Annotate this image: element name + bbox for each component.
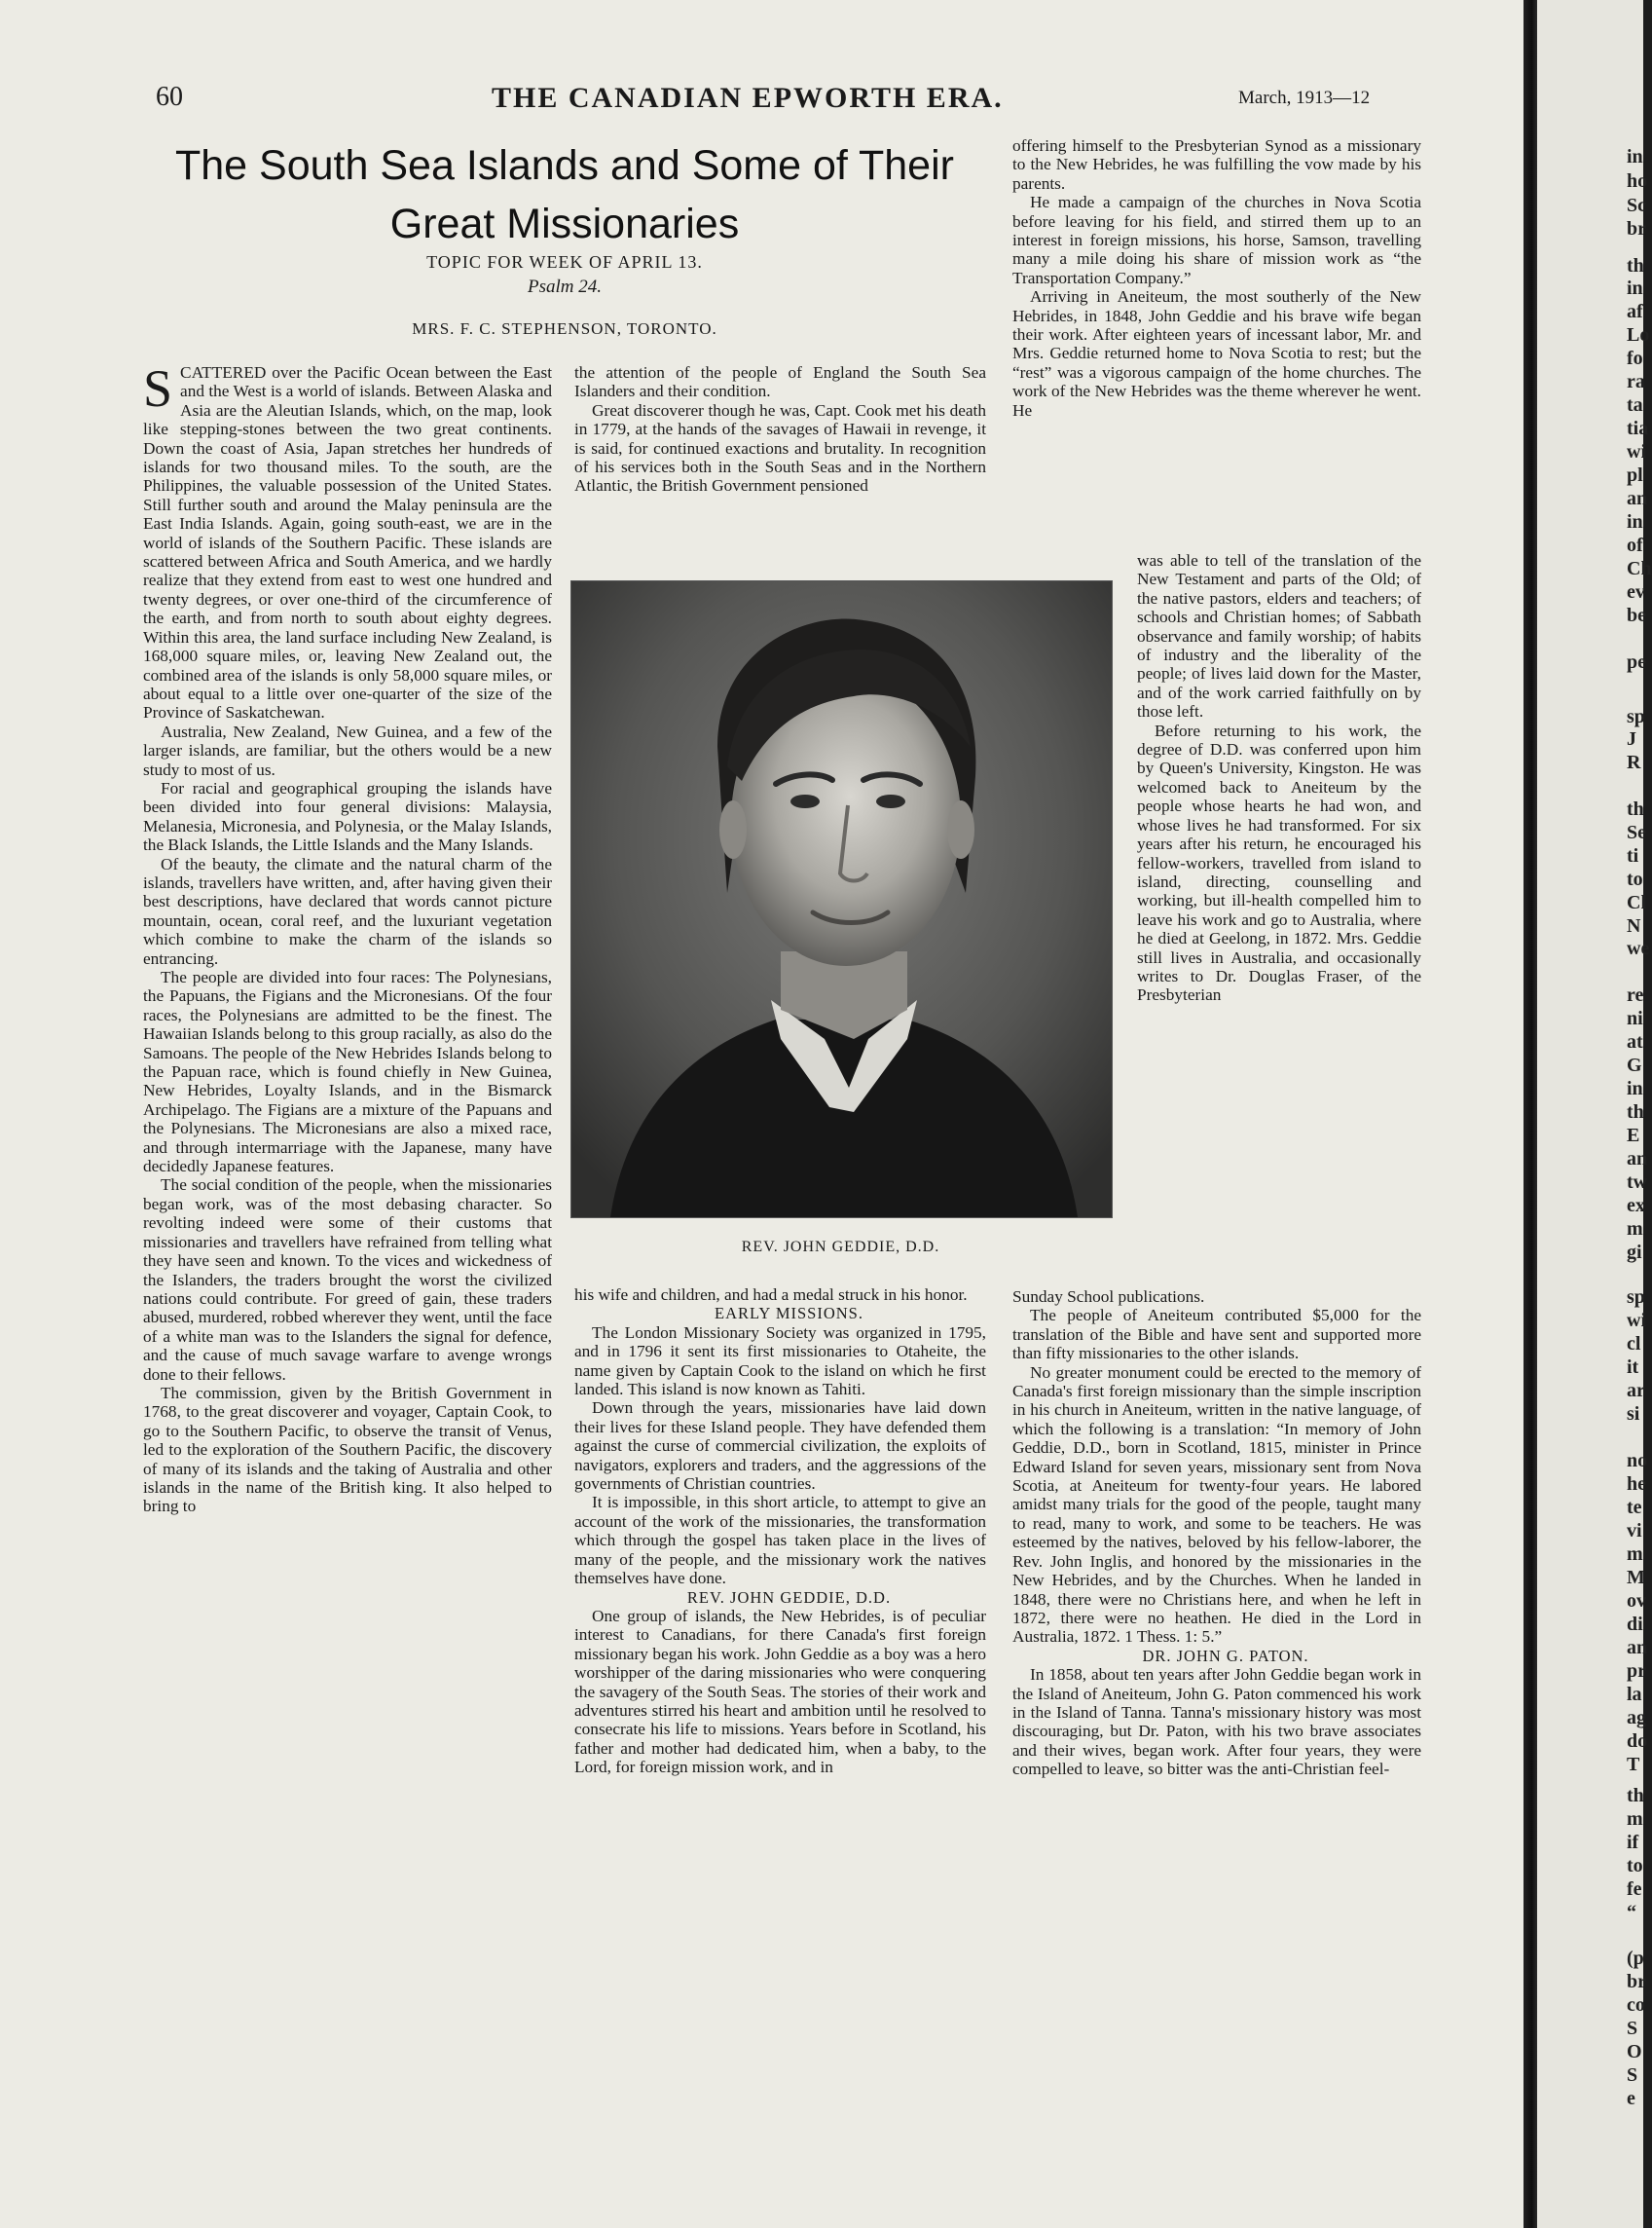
facing-page-fragment: gi: [1627, 1242, 1642, 1263]
facing-page-fragment: br: [1627, 218, 1646, 240]
article-title: [136, 136, 993, 253]
paragraph: Down through the years, missionaries have laid down their lives for these Island people. They have defended them against the curse of commercial civilization, the exploits of navigators, explorers and traders, and the aggressions of the governments of Christian countries.: [574, 1398, 986, 1494]
paragraph: offering himself to the Presbyterian Synod as a missionary to the New Hebrides, he was fulfilling the vow made by his parents.: [1012, 136, 1421, 193]
facing-page-fragment: wi: [1627, 1310, 1646, 1331]
paragraph: the attention of the people of England the South Sea Islanders and their condition.: [574, 363, 986, 401]
facing-page-fragment: in: [1627, 1078, 1643, 1099]
facing-page-fragment: he: [1627, 1473, 1646, 1495]
book-gutter: [1524, 0, 1537, 2228]
facing-page-fragment: wi: [1627, 441, 1646, 463]
column-2-bottom: [574, 1285, 986, 1777]
paragraph: The people are divided into four races: The Polynesians, the Papuans, the Figians and the Micronesians. Of the four races, the Polynesians are admitted to be the finest. The Hawaiian Islands belong to this group racially, as also do the Samoans. The people of the New Hebrides Islands belong to the Papuan race, which is found chiefly in New Guinea, New Hebrides, Loyalty Islands, and in the Bismarck Archipelago. The Figians are a mixture of the Papuans and the Polynesians. The Micronesians are also a mixed race, and through intermarriage with the Japanese, many have decidedly Japanese features.: [143, 968, 552, 1176]
drop-cap: S: [143, 359, 173, 418]
facing-page-fragment: br: [1627, 1971, 1646, 1992]
facing-page-fragment: la: [1627, 1684, 1642, 1705]
facing-page-fragment: ag: [1627, 1707, 1646, 1728]
facing-page-fragment: fe: [1627, 1878, 1642, 1900]
facing-page-fragment: si: [1627, 1403, 1640, 1425]
facing-page-fragment: O: [1627, 2041, 1642, 2062]
facing-page-fragment: Se: [1627, 822, 1646, 843]
topic-line: TOPIC FOR WEEK OF APRIL 13.: [426, 252, 703, 272]
facing-page-fragment: th: [1627, 1785, 1644, 1806]
facing-page-fragment: m: [1627, 1808, 1643, 1830]
facing-page-fragment: if: [1627, 1832, 1639, 1853]
portrait-caption: REV. JOHN GEDDIE, D.D.: [741, 1239, 940, 1255]
paragraph: [143, 359, 552, 723]
facing-page-fragment: to: [1627, 1855, 1643, 1876]
facing-page-fragment: pl: [1627, 464, 1643, 486]
facing-page-fragment: to: [1627, 869, 1643, 890]
facing-page-fragment: of: [1627, 535, 1643, 556]
paragraph: It is impossible, in this short article, to attempt to give an account of the work of the missionaries, the transformation which through the gospel has taken place in the lives of many of the people, and the missionary work the natives themselves have done.: [574, 1493, 986, 1588]
paragraph: was able to tell of the translation of the New Testament and parts of the Old; of the native pastors, elders and teachers; of schools and Christian homes; of Sabbath observance and family worship; of habits of industry and the liberality of the people; of lives laid down for the Master, and of the work carried faithfully on by those left.: [1137, 551, 1421, 722]
paragraph-text: CATTERED over the Pacific Ocean between the East and the West is a world of islands. Between Alaska and Asia are the Aleutian Islands, which, on the map, look like stepping-stones between the two great continents. Down the coast of Asia, Japan stretches her hundreds of islands for two thousand miles. To the south, are the Philippines, the valuable possession of the United States. Still further south and around the Malay peninsula are the East India Islands. Again, going south-east, we are in the world of islands of the Southern Pacific. These islands are scattered between Africa and South America, and we hardly realize that they extend from east to west one hundred and twenty degrees, or over one-third of the circumference of the earth, and from north to south about eighty degrees. Within this area, the land surface including New Zealand, is 168,000 square miles, or, leaving New Zealand out, the combined area of the islands is only 58,000 square miles, or about equal to a little over one-quarter of the size of the Province of Saskatchewan.: [143, 363, 552, 723]
facing-page-fragment: N: [1627, 915, 1641, 937]
paragraph: One group of islands, the New Hebrides, is of peculiar interest to Canadians, for there Canada's first foreign missionary began his work. John Geddie as a boy was a hero worshipper of the daring missionaries who were conquering the savagery of the South Seas. The stories of their work and adventures stirred his heart and ambition until he resolved to consecrate his life to missions. Years before in Scotland, his father and mother had dedicated him, when a baby, to the Lord, for foreign mission work, and in: [574, 1606, 986, 1777]
facing-page-fragment: E: [1627, 1125, 1640, 1146]
paragraph: No greater monument could be erected to the memory of Canada's first foreign missionary than the simple inscription in his church in Aneiteum, written in the native language, of which the following is a translation: “In memory of John Geddie, D.D., born in Scotland, 1815, minister in Prince Edward Island for seven years, missionary sent from Nova Scotia, at Aneiteum for twenty-four years. He labored amidst many trials for the good of the people, taught many to read, many to work, and some to be teachers. He was esteemed by the natives, beloved by his fellow-laborer, the Rev. John Inglis, and honored by the missionaries in the New Hebrides, and by the Churches. When he landed in 1848, there were no Christians here, and when he left in 1872, there were no heathen. He died in the Lord in Australia, 1872. 1 Thess. 1: 5.”: [1012, 1362, 1421, 1647]
facing-page-fragment: an: [1627, 1148, 1648, 1170]
facing-page-fragment: in: [1627, 278, 1643, 299]
paragraph: The London Missionary Society was organized in 1795, and in 1796 it sent its first missionaries to Otaheite, the name given by Captain Cook to the island on which he first landed. This island is now known as Tahiti.: [574, 1322, 986, 1399]
facing-page-fragment: ni: [1627, 1008, 1643, 1029]
facing-page-fragment: it: [1627, 1356, 1639, 1378]
facing-page-fragment: Lo: [1627, 324, 1650, 346]
paragraph: Australia, New Zealand, New Guinea, and a few of the larger islands, are familiar, but the others would be a new study to most of us.: [143, 722, 552, 779]
facing-page-fragment: di: [1627, 1614, 1643, 1635]
facing-page-fragment: R: [1627, 752, 1641, 773]
facing-page-fragment: re: [1627, 984, 1644, 1006]
facing-page-fragment: be: [1627, 605, 1646, 626]
column-1: [143, 359, 552, 1516]
facing-page-fragment: T: [1627, 1754, 1640, 1775]
facing-page-fragment: sp: [1627, 706, 1645, 727]
facing-page-fragment: co: [1627, 1994, 1645, 2016]
facing-page-fragment: ar: [1627, 1380, 1645, 1401]
facing-page-fragment: tia: [1627, 418, 1649, 439]
facing-page-fragment: in: [1627, 146, 1643, 167]
author-byline: MRS. F. C. STEPHENSON, TORONTO.: [412, 319, 717, 338]
paragraph: For racial and geographical grouping the islands have been divided into four general divisions: Malaysia, Melanesia, Micronesia, and Polynesia, or the Malay Islands, the Black Islands, the Little Islands and the Many Islands.: [143, 778, 552, 855]
section-heading-geddie: REV. JOHN GEDDIE, D.D.: [686, 1587, 892, 1607]
paragraph: The people of Aneiteum contributed $5,000 for the translation of the Bible and have sent and supported more than fifty missionaries to the other islands.: [1012, 1306, 1421, 1363]
scripture-reference: Psalm 24.: [528, 277, 602, 297]
paragraph: The commission, given by the British Government in 1768, to the great discoverer and voyager, Captain Cook, to go to the Southern Pacific, to observe the transit of Venus, led to the exploration of the Southern Pacific, the discovery of many of its islands and the taking of Australia and other islands in the name of the British king. It also helped to bring to: [143, 1383, 552, 1516]
facing-page-fragment: te: [1627, 1497, 1642, 1518]
facing-page-fragment: M: [1627, 1567, 1645, 1588]
section-heading-early-missions: EARLY MISSIONS.: [714, 1304, 863, 1323]
column-3-bottom: [1012, 1287, 1421, 1779]
facing-page-fragment: m: [1627, 1543, 1643, 1565]
facing-page-fragment: ra: [1627, 371, 1645, 392]
facing-page-fragment: sp: [1627, 1286, 1645, 1308]
facing-page-fragment: ev: [1627, 581, 1645, 603]
facing-page-fragment: an: [1627, 488, 1648, 509]
facing-page-fragment: th: [1627, 798, 1644, 820]
paragraph: In 1858, about ten years after John Geddie began work in the Island of Aneiteum, John G. Paton commenced his work in the Island of Tanna. Tanna's missionary history was most discouraging, but Dr. Paton, with his two brave associates and their wives, began work. After four years, they were compelled to leave, so bitter was the anti-Christian feel-: [1012, 1665, 1421, 1779]
section-heading-paton: DR. JOHN G. PATON.: [1142, 1646, 1309, 1665]
facing-page-fragment: at: [1627, 1031, 1643, 1053]
facing-page-fragment: th: [1627, 255, 1644, 277]
facing-page-fragment: J: [1627, 728, 1636, 750]
journal-title: THE CANADIAN EPWORTH ERA.: [492, 82, 1004, 114]
paragraph: Of the beauty, the climate and the natural charm of the islands, travellers have written, and, after having given their best descriptions, have declared that words cannot picture mountain, ocean, coral reef, and the luxuriant vegetation which combine to make the charm of the islands so entrancing.: [143, 854, 552, 968]
paragraph: Sunday School publications.: [1012, 1287, 1205, 1306]
facing-page-fragment: af: [1627, 301, 1643, 322]
facing-page-fragment: (p: [1627, 1948, 1644, 1969]
facing-page-fragment: in: [1627, 511, 1643, 533]
facing-page-fragment: Sc: [1627, 195, 1646, 216]
facing-page-fragment: S: [1627, 2064, 1638, 2086]
facing-page-fragment: pr: [1627, 1660, 1646, 1682]
paragraph: Before returning to his work, the degree of D.D. was conferred upon him by Queen's University, Kingston. He was welcomed back to Aneiteum by the people whose hearts he had won, and whose lives he had transformed. For six years after his return, he encouraged his fellow-workers, travelled from island to island, directing, counselling and working, but ill-health compelled him to leave his work and go to Australia, where he died at Geelong, in 1872. Mrs. Geddie still lives in Australia, and occasionally writes to Dr. Douglas Fraser, of the Presbyterian: [1137, 721, 1421, 1005]
column-2-top: [574, 363, 986, 496]
facing-page-fragment: fo: [1627, 348, 1643, 369]
facing-page-fragment: vi: [1627, 1520, 1642, 1541]
column-3-beside-portrait: [1137, 551, 1421, 1005]
facing-page-fragment: “: [1627, 1902, 1636, 1923]
page-number: 60: [156, 82, 183, 112]
paragraph: his wife and children, and had a medal struck in his honor.: [574, 1285, 968, 1304]
facing-page-fragment: Ch: [1627, 558, 1652, 579]
facing-page-fragment: an: [1627, 1637, 1648, 1658]
facing-page-fragment: pe: [1627, 651, 1646, 673]
paragraph: He made a campaign of the churches in Nova Scotia before leaving for his field, and stirred them up to an interest in foreign missions, his horse, Samson, travelling many a mile doing his share of mission work as “the Transportation Company.”: [1012, 193, 1421, 287]
issue-date: March, 1913—12: [1238, 88, 1371, 108]
facing-page-fragment: e: [1627, 2088, 1635, 2109]
facing-page-fragment: th: [1627, 1101, 1644, 1123]
article-title-line-2: Great Missionaries: [389, 201, 740, 247]
facing-page-fragment: ti: [1627, 845, 1639, 867]
facing-page-fragment: do: [1627, 1730, 1648, 1752]
paragraph: The social condition of the people, when the missionaries began work, was of the most debasing character. So revolting indeed were some of their customs that missionaries and travellers have refrained from telling what they have seen and known. To the vices and wickedness of the Islanders, the traders brought the worst the civilized nations could contribute. For greed of gain, these traders abused, murdered, robbed wherever they went, until the face of a white man was to the Islanders the signal for defence, and the cause of much savage warfare to avenge wrongs done to their fellows.: [143, 1175, 552, 1384]
facing-page-fragment: cl: [1627, 1333, 1641, 1355]
facing-page-fragment: S: [1627, 2018, 1638, 2039]
portrait-illustration: [571, 581, 1112, 1217]
article-title-line-1: The South Sea Islands and Some of Their: [175, 142, 954, 189]
facing-page-fragment: G: [1627, 1055, 1642, 1076]
facing-page-fragment: m: [1627, 1218, 1643, 1240]
facing-page-fragment: we: [1627, 938, 1650, 959]
facing-page-fragment: ex: [1627, 1195, 1645, 1216]
facing-page-fragment: ho: [1627, 170, 1648, 192]
facing-page-fragment: ov: [1627, 1590, 1646, 1612]
facing-page-fragment: ta: [1627, 394, 1643, 416]
portrait-photo: [570, 580, 1113, 1218]
facing-page-fragment: no: [1627, 1450, 1648, 1471]
facing-page-fragment: Cl: [1627, 892, 1646, 913]
facing-page-fragment: tw: [1627, 1171, 1648, 1193]
paragraph: Great discoverer though he was, Capt. Cook met his death in 1779, at the hands of the savages of Hawaii in revenge, it is said, for continued exactions and brutality. In recognition of his services both in the South Seas and in the Northern Atlantic, the British Government pensioned: [574, 400, 986, 496]
facing-page-edge: [1537, 0, 1652, 2228]
column-3-top: [1012, 136, 1421, 420]
paragraph: Arriving in Aneiteum, the most southerly of the New Hebrides, in 1848, John Geddie and his brave wife began their work. After eighteen years of incessant labor, Mr. and Mrs. Geddie returned home to Nova Scotia to rest; but the “rest” was a vigorous campaign of the home churches. The work of the New Hebrides was the theme wherever he went. He: [1012, 287, 1421, 420]
